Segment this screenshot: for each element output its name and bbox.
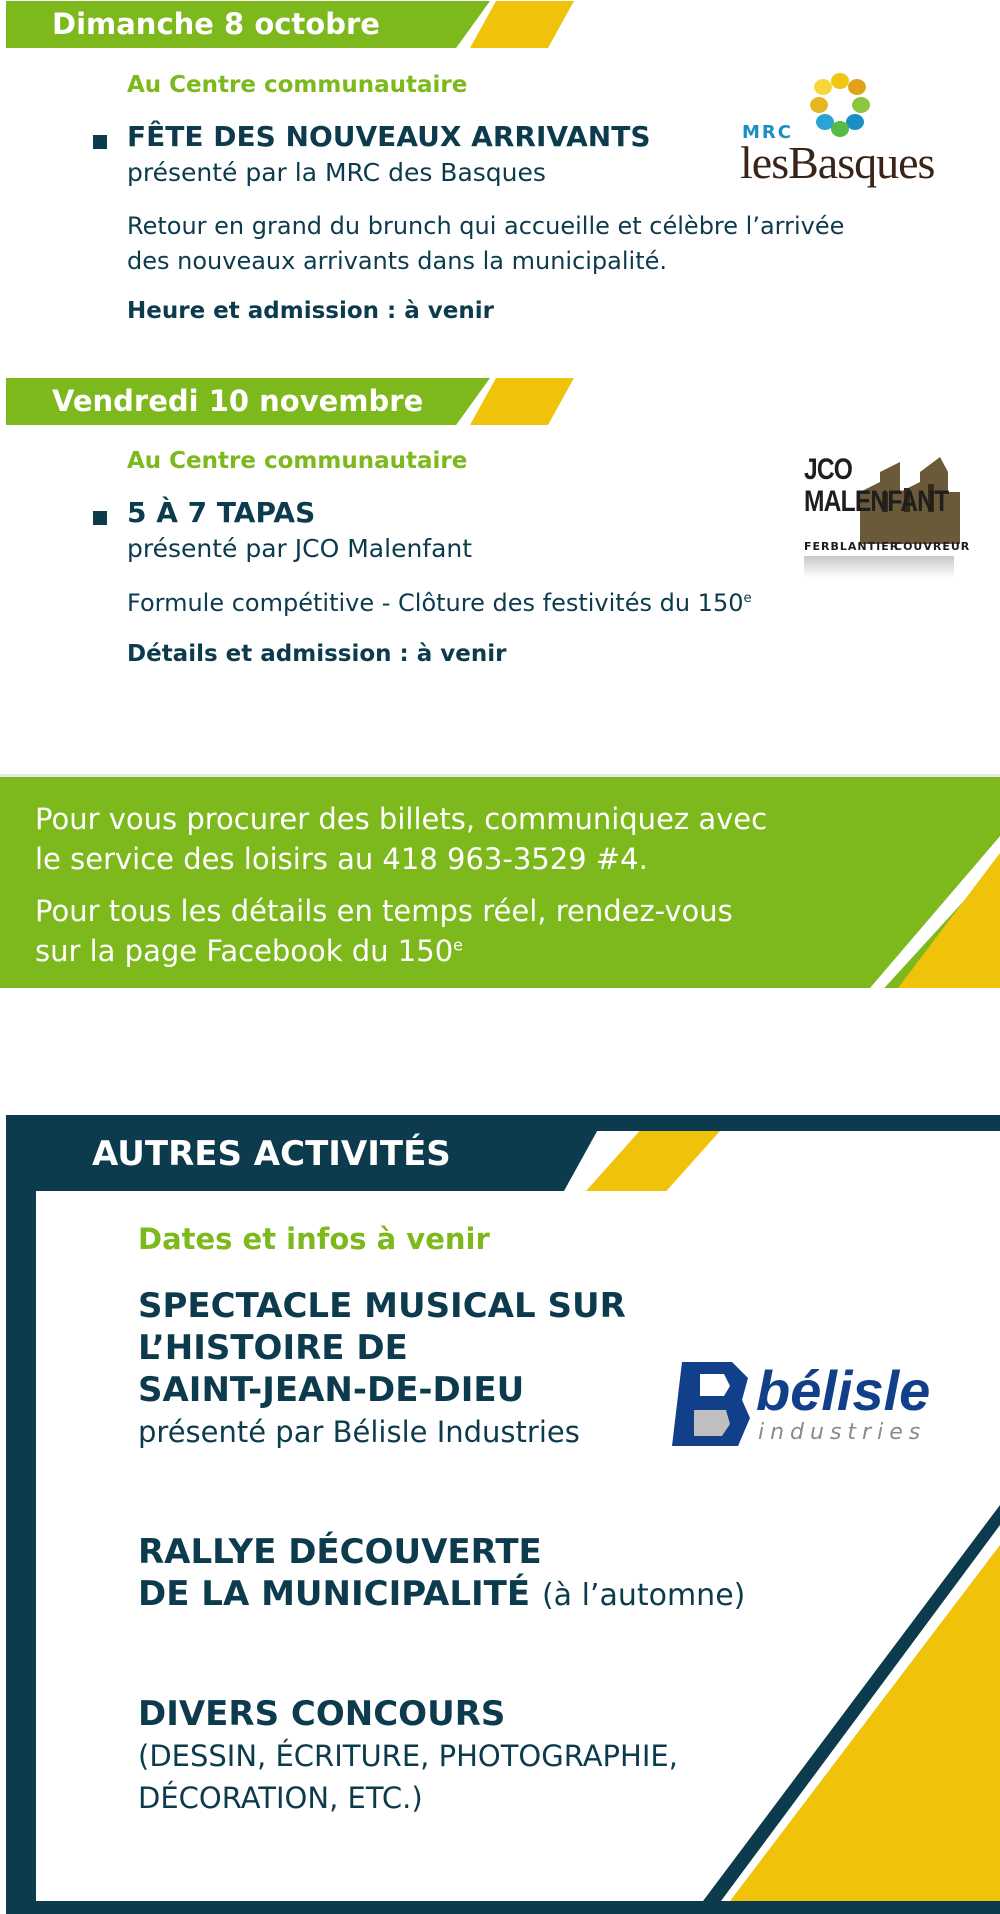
logo-text: lesBasques bbox=[740, 137, 935, 188]
logo-text bbox=[804, 454, 948, 518]
logo-text: bélisle bbox=[756, 1359, 931, 1422]
logo-text: industries bbox=[758, 1420, 927, 1445]
rallye-block bbox=[138, 1531, 745, 1617]
show-sponsor: présenté par Bélisle Industries bbox=[138, 1415, 580, 1449]
event-venue: Au Centre communautaire bbox=[127, 448, 468, 474]
event-description-text: Formule compétitive - Clôture des festivités du 150 bbox=[127, 589, 744, 617]
logo-line: MALENFANT bbox=[804, 485, 949, 518]
event-venue: Au Centre communautaire bbox=[127, 72, 468, 98]
event-description-line: des nouveaux arrivants dans la municipalité. bbox=[127, 247, 668, 275]
info-band-line bbox=[35, 931, 767, 971]
event-description bbox=[127, 586, 752, 621]
event-description-line: Retour en grand du brunch qui accueille et célèbre l’arrivée bbox=[127, 212, 845, 240]
event-sponsor: présenté par JCO Malenfant bbox=[127, 534, 473, 563]
logo-reflection bbox=[804, 556, 954, 578]
event-date-accent bbox=[470, 378, 574, 425]
event-title: FÊTE DES NOUVEAUX ARRIVANTS bbox=[127, 120, 651, 153]
info-band-text bbox=[35, 799, 767, 971]
logo-text: MRC bbox=[742, 122, 793, 143]
superscript: e bbox=[453, 935, 463, 955]
contest-block bbox=[138, 1693, 678, 1819]
event-date-accent bbox=[470, 1, 574, 48]
info-band-line: le service des loisirs au 418 963-3529 #4. bbox=[35, 842, 648, 876]
contest-subtitle: (DESSIN, ÉCRITURE, PHOTOGRAPHIE, bbox=[138, 1739, 678, 1773]
belisle-industries-logo bbox=[672, 1359, 952, 1452]
event-admission: Détails et admission : à venir bbox=[127, 641, 507, 667]
event-date: Dimanche 8 octobre bbox=[52, 7, 380, 41]
mrc-les-basques-logo bbox=[742, 70, 962, 195]
bullet-icon bbox=[93, 135, 107, 149]
show-title: SAINT-JEAN-DE-DIEU bbox=[138, 1370, 525, 1410]
rallye-title-text: DE LA MUNICIPALITÉ bbox=[138, 1574, 531, 1614]
flower-icon bbox=[805, 72, 875, 138]
rallye-note: (à l’automne) bbox=[541, 1578, 746, 1613]
event-title: 5 À 7 TAPAS bbox=[127, 496, 316, 529]
info-band-line: Pour tous les détails en temps réel, rendez-vous bbox=[35, 894, 733, 928]
event-date: Vendredi 10 novembre bbox=[52, 384, 424, 418]
contest-subtitle: DÉCORATION, ETC.) bbox=[138, 1781, 423, 1815]
logo-text: COUVREUR bbox=[894, 540, 971, 553]
superscript: e bbox=[743, 591, 752, 606]
show-block bbox=[138, 1285, 626, 1453]
show-title: SPECTACLE MUSICAL SUR bbox=[138, 1286, 626, 1326]
info-band-line: Pour vous procurer des billets, communiquez avec bbox=[35, 802, 768, 836]
event-admission: Heure et admission : à venir bbox=[127, 298, 494, 324]
b-mark-icon bbox=[672, 1362, 752, 1448]
logo-line: JCO bbox=[804, 453, 853, 486]
rallye-title bbox=[138, 1573, 745, 1617]
autres-venue: Dates et infos à venir bbox=[138, 1222, 490, 1256]
show-title: L’HISTOIRE DE bbox=[138, 1328, 408, 1368]
bullet-icon bbox=[93, 511, 107, 525]
section-title: AUTRES ACTIVITÉS bbox=[92, 1134, 451, 1174]
jco-malenfant-logo bbox=[800, 452, 971, 582]
logo-text: FERBLANTIER bbox=[804, 540, 900, 553]
event-sponsor: présenté par la MRC des Basques bbox=[127, 158, 546, 187]
event-description bbox=[127, 209, 947, 279]
contest-title: DIVERS CONCOURS bbox=[138, 1694, 506, 1734]
rallye-title: RALLYE DÉCOUVERTE bbox=[138, 1532, 542, 1572]
info-band-text: sur la page Facebook du 150 bbox=[35, 934, 454, 968]
